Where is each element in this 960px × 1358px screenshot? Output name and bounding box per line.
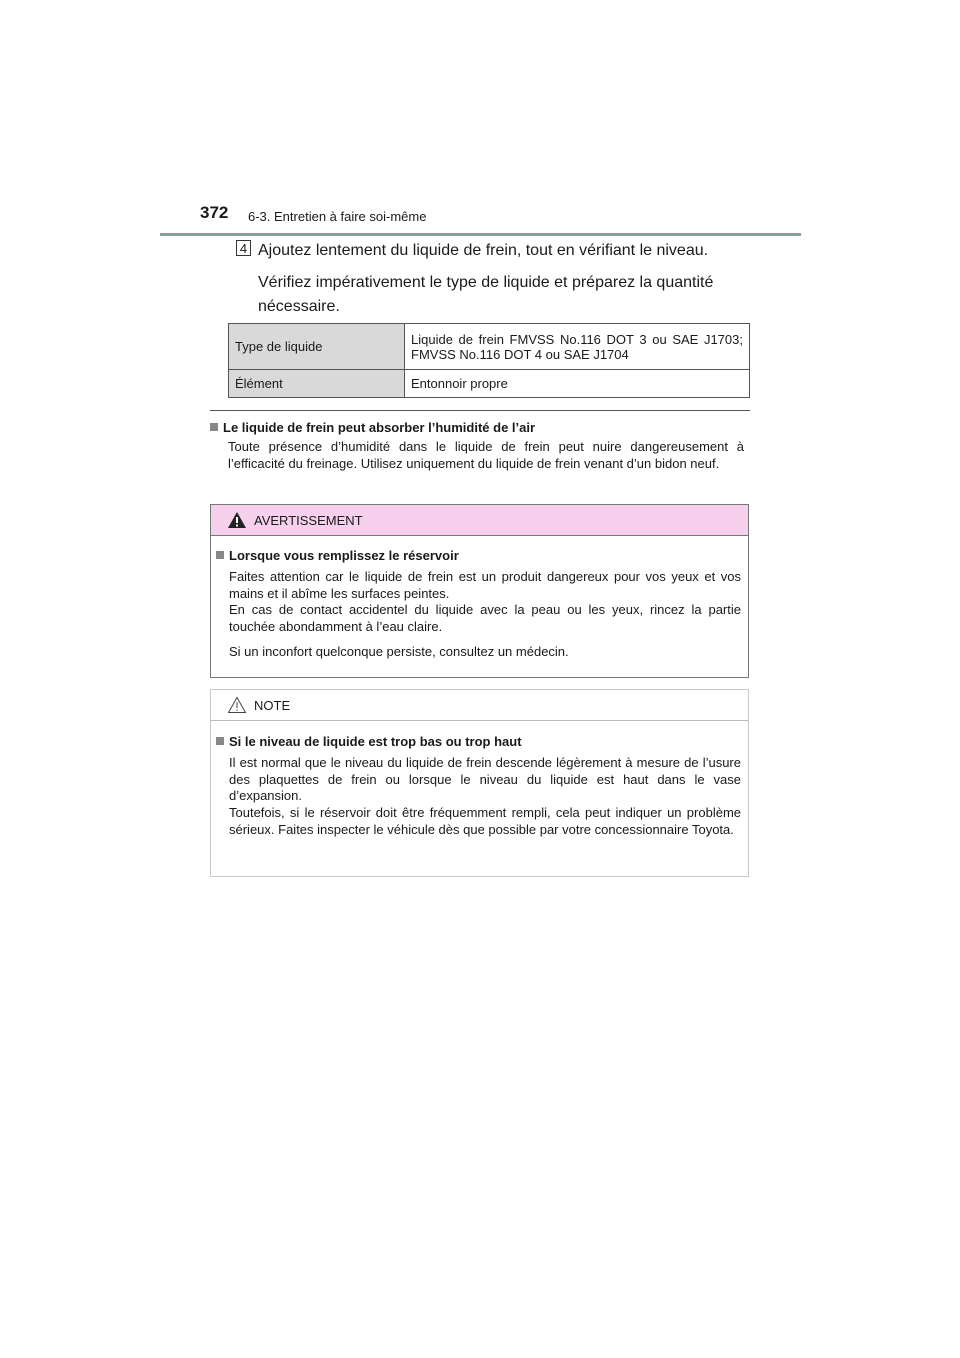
spec-table: [228, 323, 750, 398]
note-text-2: Toutefois, si le réservoir doit être fréquemment rempli, cela peut indiquer un problème sérieux. Faites inspecter le véhicule dès que possible par votre concessionnaire Toyota.: [229, 805, 741, 837]
table-label-fluid-type: Type de liquide: [229, 324, 405, 370]
table-row: [229, 370, 750, 398]
table-row: [229, 324, 750, 370]
note-box: [210, 689, 749, 877]
step-sub-instruction: Vérifiez impérativement le type de liquide et préparez la quantité nécessaire.: [258, 274, 714, 315]
table-value-item: Entonnoir propre: [405, 370, 750, 398]
info-title: [210, 420, 535, 435]
info-body: Toute présence d’humidité dans le liquide de frein peut nuire dangereusement à l’efficacité du freinage. Utilisez uniquement du liquide de frein venant d’un bidon neuf.: [228, 439, 744, 471]
gray-square-bullet-icon: [210, 423, 218, 431]
warning-subtitle: [216, 548, 459, 563]
warning-box: [210, 504, 749, 678]
note-subtitle-text: Si le niveau de liquide est trop bas ou trop haut: [229, 734, 522, 749]
warning-text-3: Si un inconfort quelconque persiste, consultez un médecin.: [229, 644, 569, 659]
table-label-item: Élément: [229, 370, 405, 398]
header-rule: [160, 233, 801, 236]
table-value-fluid-type: Liquide de frein FMVSS No.116 DOT 3 ou SAE J1703; FMVSS No.116 DOT 4 ou SAE J1704: [405, 324, 750, 370]
step-instruction: Ajoutez lentement du liquide de frein, tout en vérifiant le niveau.: [258, 242, 709, 259]
section-title: 6-3. Entretien à faire soi-même: [248, 209, 427, 224]
warning-triangle-filled-icon: [227, 511, 247, 534]
step-number-badge: 4: [236, 240, 251, 256]
warning-triangle-outline-icon: [227, 696, 247, 719]
gray-square-bullet-icon: [216, 737, 224, 745]
note-subtitle: [216, 734, 522, 749]
warning-text-1: Faites attention car le liquide de frein est un produit dangereux pour vos yeux et vos mains et il abîme les surfaces peintes.: [229, 569, 741, 601]
note-header: [211, 690, 748, 721]
gray-square-bullet-icon: [216, 551, 224, 559]
note-text-1: Il est normal que le niveau du liquide de frein descende légèrement à mesure de l’usure des plaquettes de frein ou lorsque le niveau du liquide est haut dans le vase d’expansion.: [229, 755, 741, 803]
warning-heading: AVERTISSEMENT: [254, 513, 363, 528]
warning-subtitle-text: Lorsque vous remplissez le réservoir: [229, 548, 459, 563]
warning-header: [211, 505, 748, 536]
warning-text-2: En cas de contact accidentel du liquide avec la peau ou les yeux, rincez la partie touchée abondamment à l’eau claire.: [229, 602, 741, 634]
section-divider: [210, 410, 750, 411]
info-title-text: Le liquide de frein peut absorber l’humidité de l’air: [223, 420, 536, 435]
note-heading: NOTE: [254, 698, 291, 713]
page-number: 372: [200, 203, 229, 222]
